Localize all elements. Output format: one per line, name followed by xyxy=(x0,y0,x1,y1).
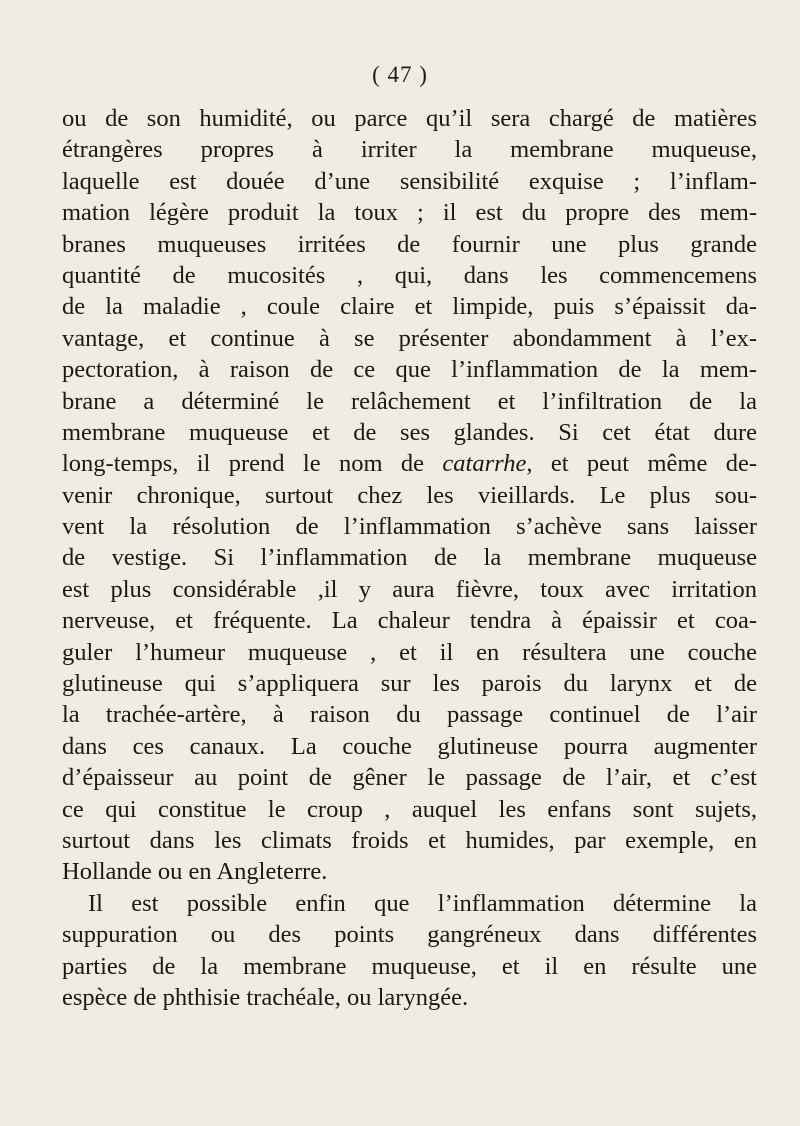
text-line: espèce de phthisie trachéale, ou laryngée. xyxy=(62,983,469,1011)
text-line: est plus considérable ,il y aura fièvre, toux avec irritation xyxy=(62,575,757,603)
text-line: vent la résolution de l’inflammation s’achève sans laisser xyxy=(62,513,757,541)
text-line: pectoration, à raison de ce que l’inflammation de la mem- xyxy=(62,356,757,384)
text-line: suppuration ou des points gangréneux dans différentes xyxy=(62,921,757,949)
italic-term: catarrhe xyxy=(442,450,527,478)
text-line: vantage, et continue à se présenter abondamment à l’ex- xyxy=(62,324,757,352)
text-line: glutineuse qui s’appliquera sur les parois du larynx et de xyxy=(62,670,757,698)
text-line: venir chronique, surtout chez les vieillards. Le plus sou- xyxy=(62,481,757,509)
text-line: branes muqueuses irritées de fournir une plus grande xyxy=(62,230,757,258)
text-line: de vestige. Si l’inflammation de la membrane muqueuse xyxy=(62,544,757,572)
text-line: surtout dans les climats froids et humides, par exemple, en xyxy=(62,826,757,854)
text-line: Il est possible enfin que l’inflammation détermine la xyxy=(88,889,757,917)
text-line: ce qui constitue le croup , auquel les enfans sont sujets, xyxy=(62,795,757,823)
text-segment: , et peut même de- xyxy=(526,450,757,478)
text-line: membrane muqueuse et de ses glandes. Si cet état dure xyxy=(62,418,757,446)
text-line: guler l’humeur muqueuse , et il en résultera une couche xyxy=(62,638,757,666)
text-line: nerveuse, et fréquente. La chaleur tendra à épaissir et coa- xyxy=(62,607,757,635)
text-line: Hollande ou en Angleterre. xyxy=(62,858,328,886)
text-line: la trachée-artère, à raison du passage continuel de l’air xyxy=(62,701,757,729)
text-line: brane a déterminé le relâchement et l’infiltration de la xyxy=(62,387,757,415)
text-line: d’épaisseur au point de gêner le passage de l’air, et c’est xyxy=(62,764,757,792)
text-segment: long-temps, il prend le nom de xyxy=(62,450,443,478)
text-line: mation légère produit la toux ; il est du propre des mem- xyxy=(62,199,757,227)
text-line: parties de la membrane muqueuse, et il en résulte une xyxy=(62,952,757,980)
text-line: ou de son humidité, ou parce qu’il sera chargé de matières xyxy=(62,105,757,132)
text-line-with-italic xyxy=(62,448,757,479)
body-text xyxy=(62,103,757,1013)
text-line: dans ces canaux. La couche glutineuse pourra augmenter xyxy=(62,732,757,760)
text-line: de la maladie , coule claire et limpide, puis s’épaissit da- xyxy=(62,293,757,321)
page-number: ( 47 ) xyxy=(372,62,428,87)
text-line: laquelle est douée d’une sensibilité exquise ; l’inflam- xyxy=(62,167,757,195)
text-line: étrangères propres à irriter la membrane muqueuse, xyxy=(62,136,757,164)
text-line: quantité de mucosités , qui, dans les commencemens xyxy=(62,261,757,289)
paragraph-1 xyxy=(62,103,757,888)
paragraph-2 xyxy=(62,888,757,1014)
